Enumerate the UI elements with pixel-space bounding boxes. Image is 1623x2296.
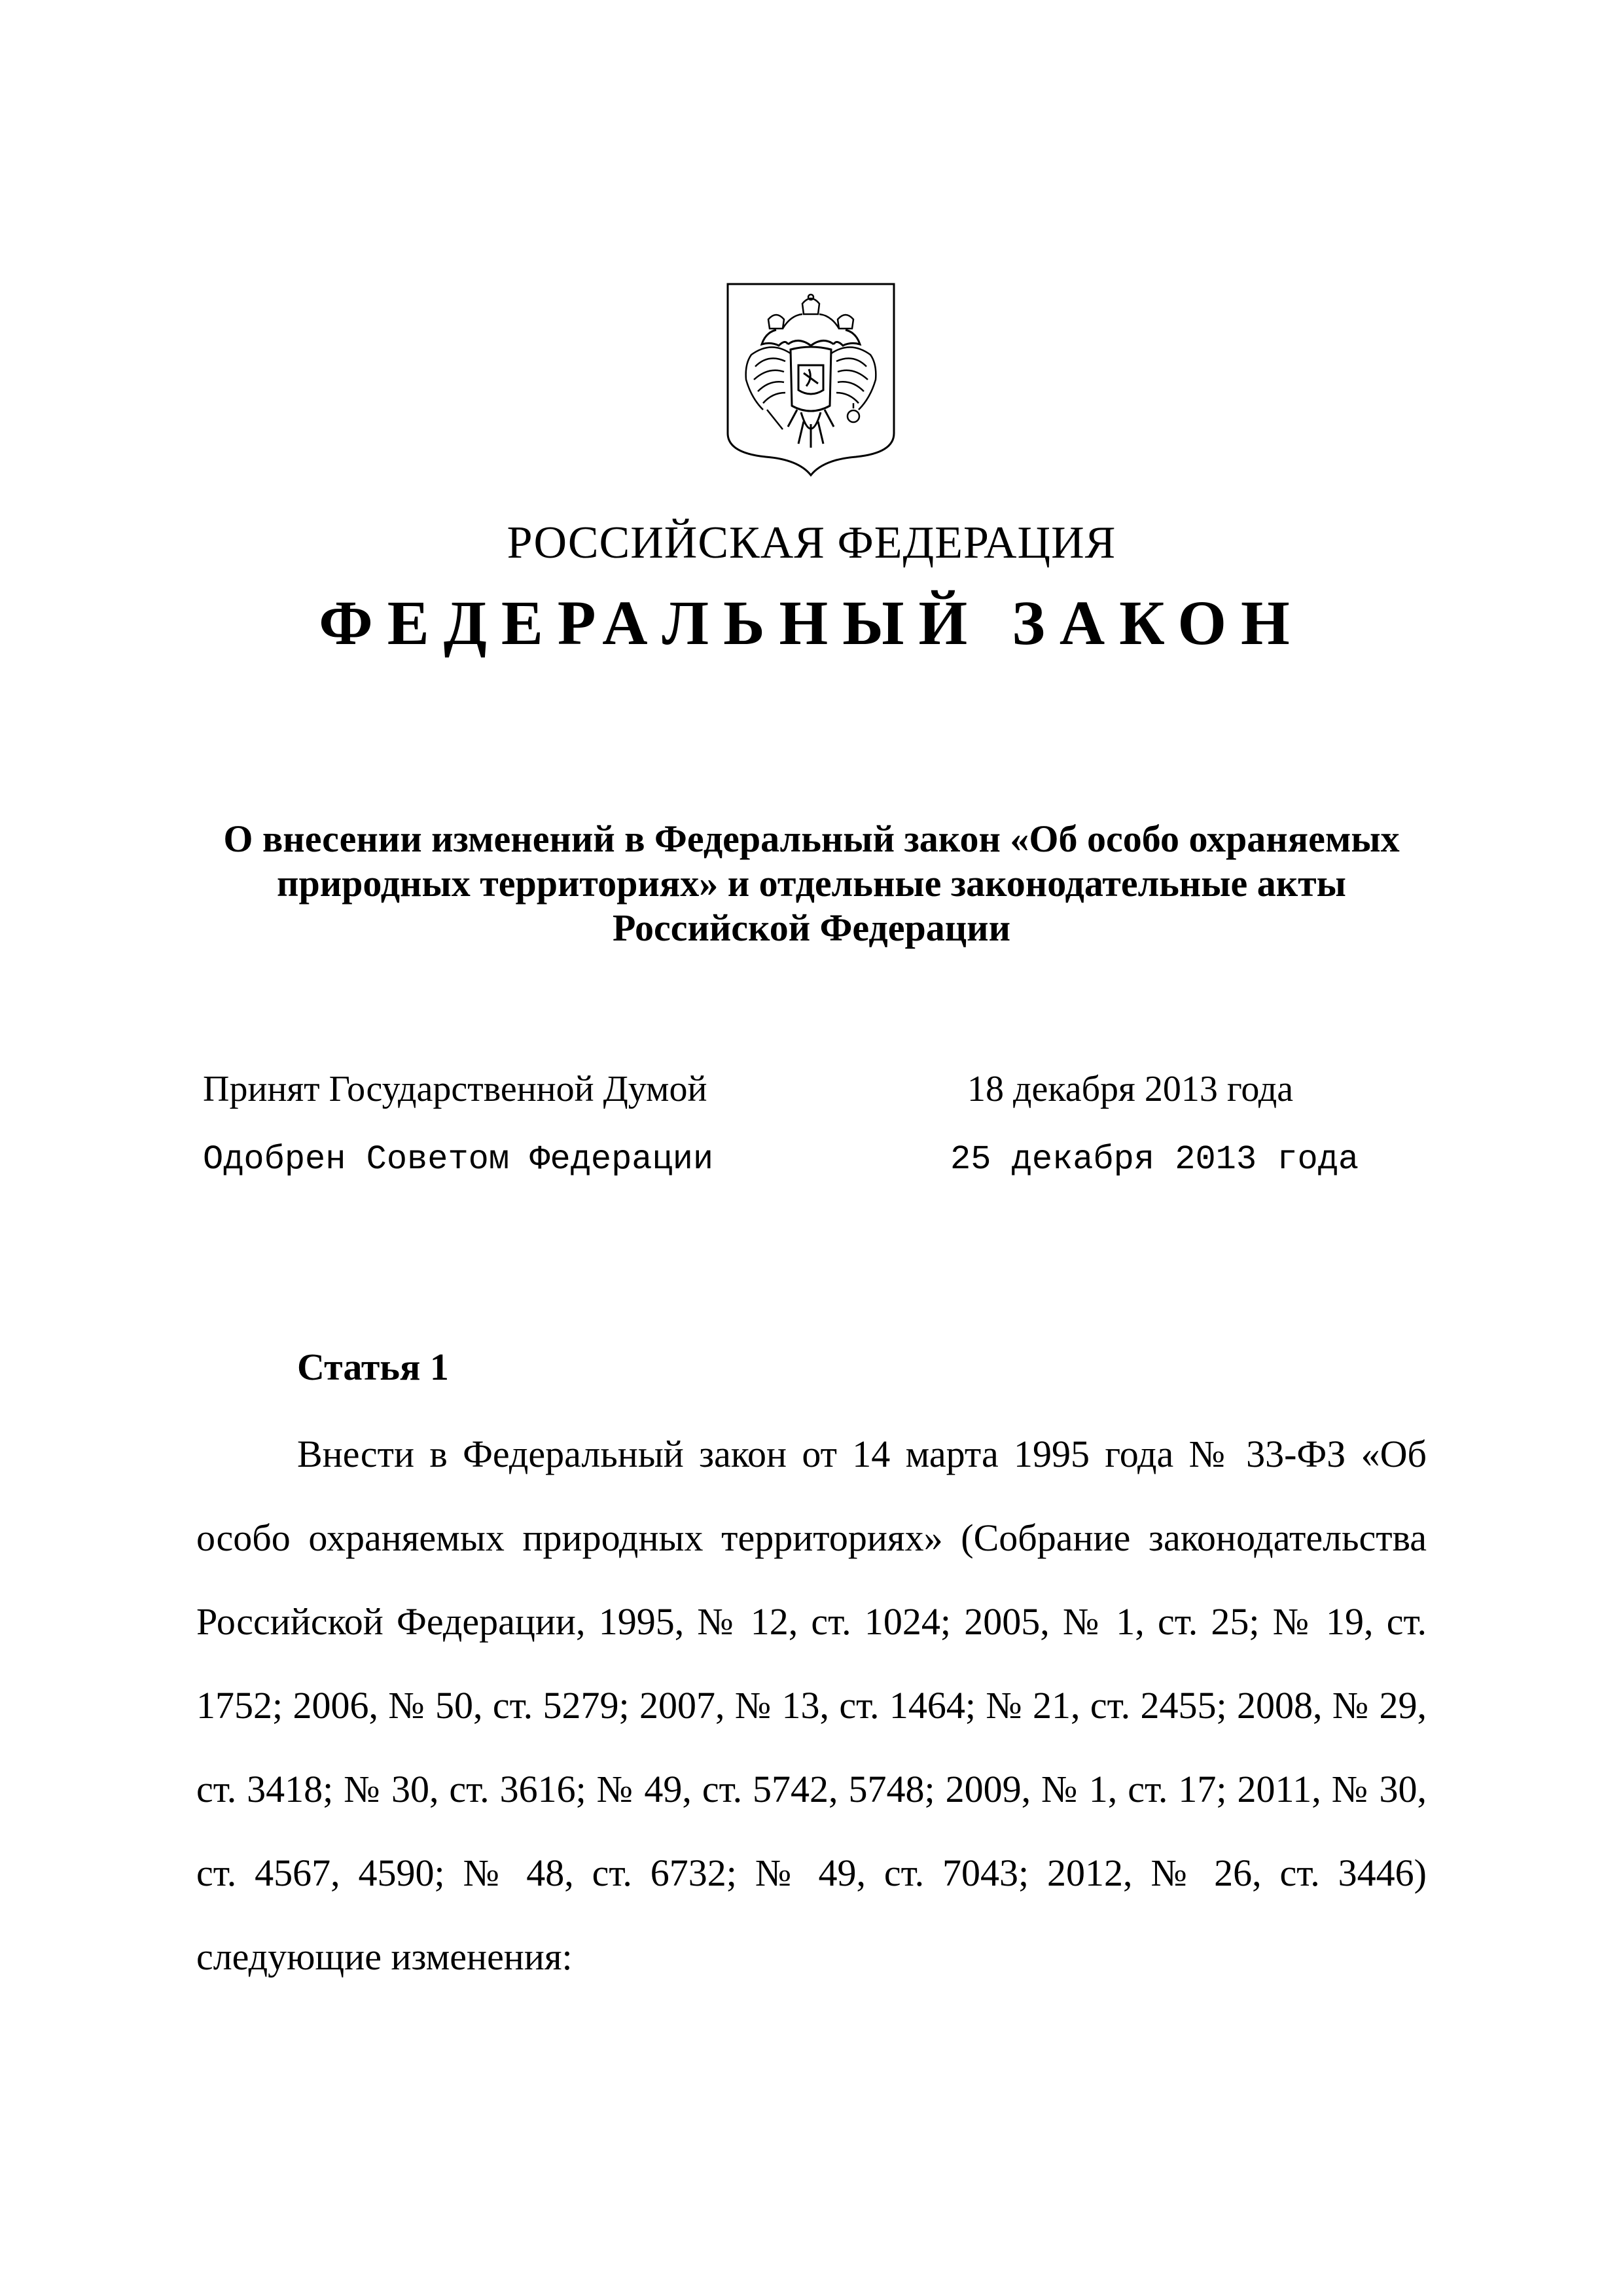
document-type: ФЕДЕРАЛЬНЫЙ ЗАКОН <box>319 588 1304 658</box>
adoption-row-council <box>0 1140 1623 1193</box>
law-title-line: О внесении изменений в Федеральный закон «Об особо охраняемых <box>223 817 1400 860</box>
article-heading: Статья 1 <box>297 1346 449 1388</box>
adoption-label: Одобрен Советом Федерации <box>203 1140 714 1179</box>
country-name: РОССИЙСКАЯ ФЕДЕРАЦИЯ <box>507 518 1116 568</box>
adoption-label: Принят Государственной Думой <box>203 1069 707 1109</box>
law-title-line: природных территориях» и отдельные законодательные акты <box>277 862 1346 905</box>
adoption-row-duma <box>0 1068 1623 1121</box>
coat-of-arms-icon <box>725 281 897 478</box>
adoption-date: 25 декабря 2013 года <box>950 1140 1359 1179</box>
article-body: Внести в Федеральный закон от 14 марта 1995 года № 33-ФЗ «Об особо охраняемых природных территориях» (Собрание законодательства Российской Федерации, 1995, № 12, ст. 1024; 2005, № 1, ст. 25; № 19, ст. 1752; 2006, № 50, ст. 5279; 2007, № 13, ст. 1464; № 21, ст. 2455; 2008, № 29, ст. 3418; № 30, ст. 3616; № 49, ст. 5742, 5748; 2009, № 1, ст. 17; 2011, № 30, ст. 4567, 4590; № 48, ст. 6732; № 49, ст. 7043; 2012, № 26, ст. 3446) следующие изменения: <box>196 1433 1427 1978</box>
adoption-date: 18 декабря 2013 года <box>967 1069 1294 1109</box>
law-title <box>196 817 1427 950</box>
law-title-line: Российской Федерации <box>612 906 1010 949</box>
